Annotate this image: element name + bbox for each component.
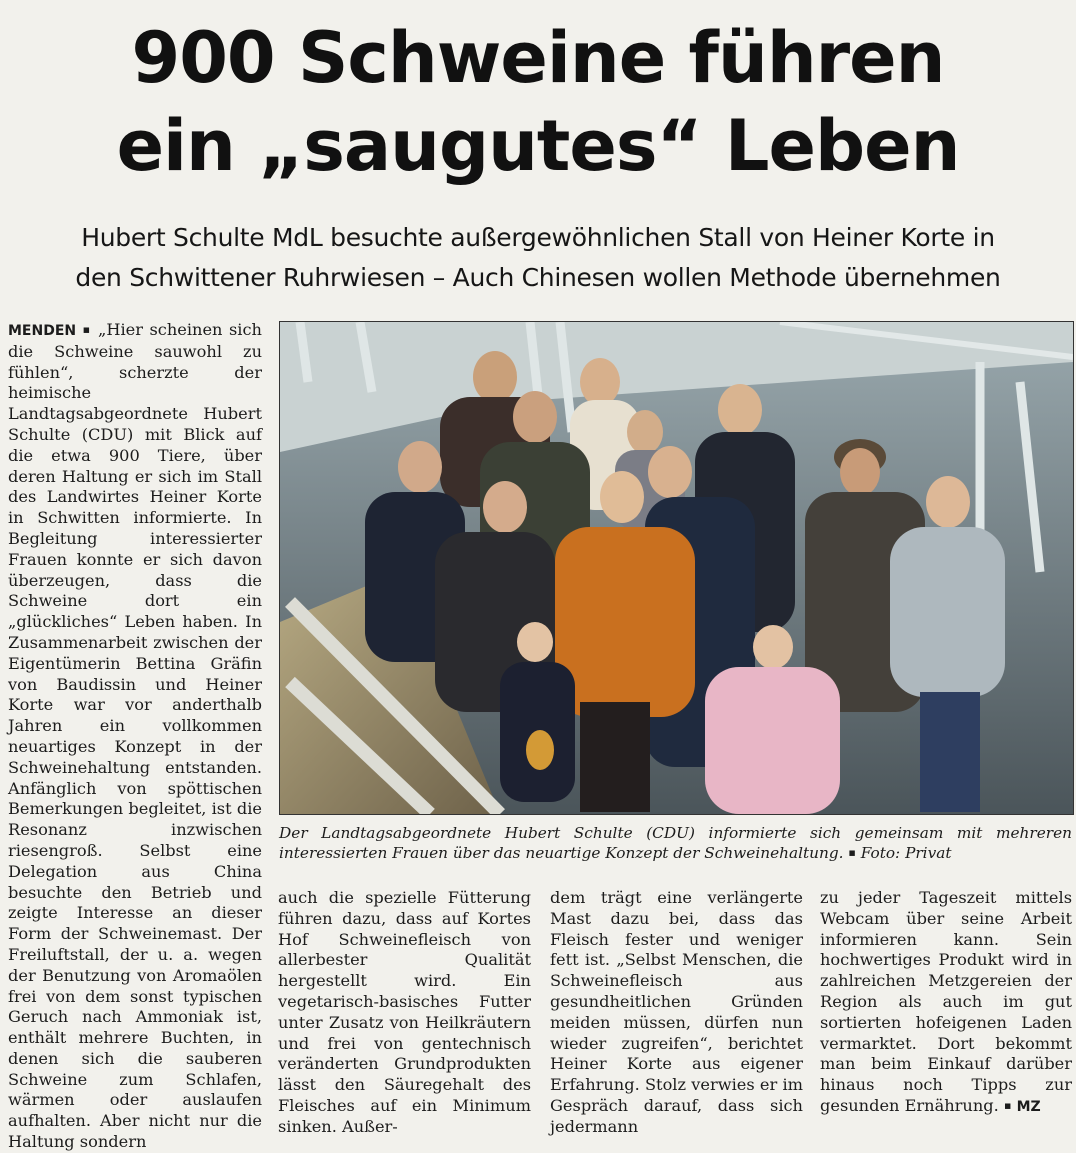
article-column-2 xyxy=(278,888,531,1138)
article-text-col2: auch die spezielle Fütterung führen dazu, dass auf Kortes Hof Schweinefleisch von allerbester Qualität hergestellt wird. Ein vegetarisch-basisches Futter unter Zusatz von Heilkräutern und frei von gentechnisch veränderten Grundprodukten lässt den Säuregehalt des Fleisches auf ein Minimum sinken. Außer- xyxy=(278,888,531,1136)
author-bullet: ▪ xyxy=(1003,1098,1012,1112)
article-column-4 xyxy=(820,888,1072,1118)
subheadline xyxy=(0,218,1076,298)
caption-bullet: ▪ xyxy=(848,846,856,859)
headline xyxy=(0,14,1076,190)
caption-text: Der Landtagsabgeordnete Hubert Schulte (CDU) informierte sich gemeinsam mit mehreren interessierten Frauen über das neuartige Konzept der Schweinehaltung. xyxy=(279,824,1072,862)
group-photo-illustration xyxy=(280,322,1073,814)
article-text-col1: „Hier scheinen sich die Schweine sauwohl zu fühlen“, scherzte der heimische Landtagsabgeordnete Hubert Schulte (CDU) mit Blick auf die etwa 900 Tiere, über deren Haltung er sich im Stall des Landwirtes Heiner Korte in Schwitten informierte. In Begleitung interessierter Frauen konnte er sich davon überzeugen, dass die Schweine dort ein „glückliches“ Leben haben. In Zusammenarbeit zwischen der Eigentümerin Bettina Gräfin von Baudissin und Heiner Korte war vor anderthalb Jahren ein vollkommen neuartiges Konzept in der Schweinehaltung entstanden. Anfänglich von spöttischen Bemerkungen begleitet, ist die Resonanz inzwischen riesengroß. Selbst eine Delegation aus China besuchte den Betrieb und zeigte Interesse an dieser Form der Schweinemast. Der Freiluftstall, der u. a. wegen der Benutzung von Aromaölen frei von dem sonst typischen Geruch nach Ammoniak ist, enthält mehrere Buchten, in denen sich die sauberen Schweine zum Schlafen, wärmen oder auslaufen aufhalten. Aber nicht nur die Haltung sondern xyxy=(8,320,262,1152)
article-column-3 xyxy=(550,888,803,1138)
article-column-1 xyxy=(8,320,262,1153)
article-text-col4: zu jeder Tageszeit mittels Webcam über seine Arbeit informieren kann. Sein hochwertiges Produkt wird in zahlreichen Metzgereien der Region als auch im gut sortierten hofeigenen Laden vermarktet. Dort bekommt man beim Einkauf darüber hinaus noch Tipps zur gesunden Ernährung. xyxy=(820,888,1072,1115)
article-photo xyxy=(279,321,1074,815)
subheadline-line-1: Hubert Schulte MdL besuchte außergewöhnlichen Stall von Heiner Korte in xyxy=(81,223,995,252)
dateline: MENDEN xyxy=(8,323,77,339)
photo-credit: Foto: Privat xyxy=(860,844,952,862)
article-text-col3: dem trägt eine verlängerte Mast dazu bei, dass das Fleisch fester und weniger fett ist. „Selbst Menschen, die Schweinefleisch aus gesundheitlichen Gründen meiden müssen, dürfen nun wieder zugreifen“, berichtet Heiner Korte aus eigener Erfahrung. Stolz verwies er im Gespräch darauf, dass sich jedermann xyxy=(550,888,803,1136)
headline-line-1: 900 Schweine führen xyxy=(131,17,945,99)
photo-caption xyxy=(279,823,1072,863)
author-initials: MZ xyxy=(1016,1098,1041,1115)
subheadline-line-2: den Schwittener Ruhrwiesen – Auch Chinesen wollen Methode übernehmen xyxy=(75,263,1001,292)
headline-line-2: ein „saugutes“ Leben xyxy=(116,105,960,187)
dateline-bullet: ▪ xyxy=(82,323,92,336)
